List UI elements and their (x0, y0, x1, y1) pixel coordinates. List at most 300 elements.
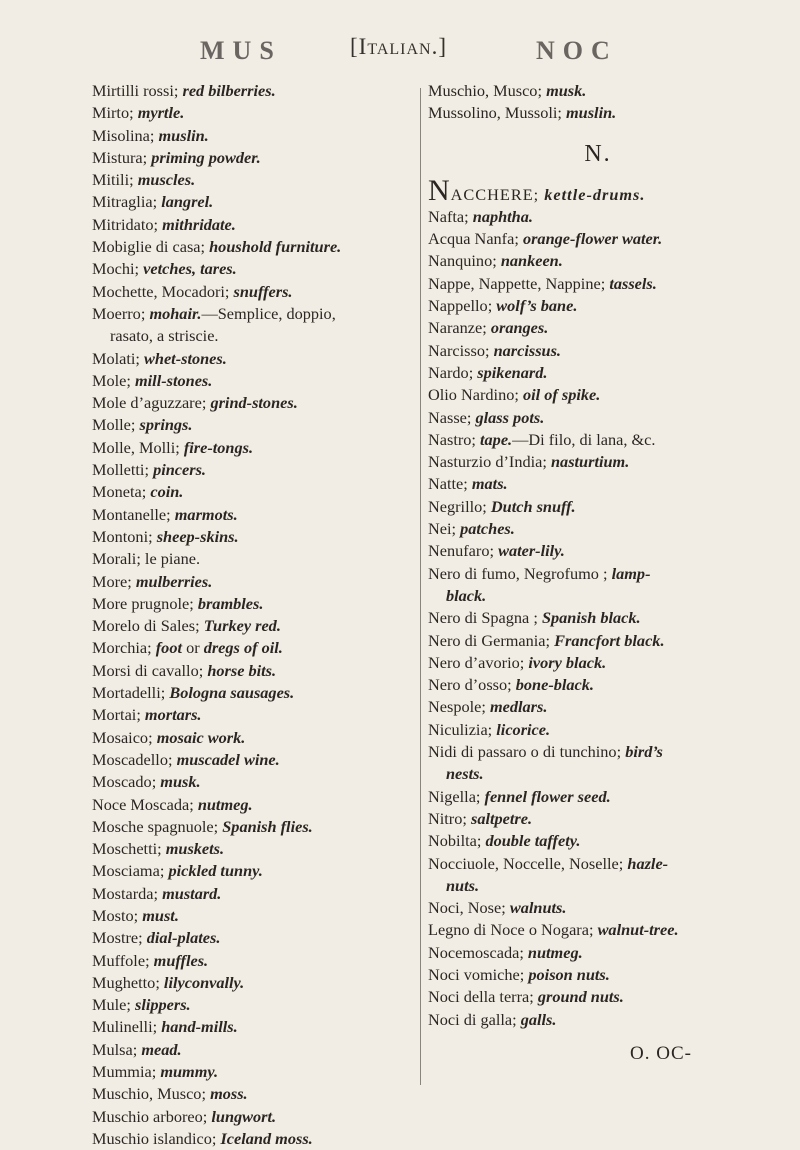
dictionary-entry (92, 459, 412, 481)
english-translation: Francfort black. (554, 630, 665, 650)
dictionary-entry (92, 1016, 412, 1038)
right-column-top-entries (428, 80, 768, 125)
dictionary-entry (92, 905, 412, 927)
english-translation: ivory black. (528, 652, 607, 672)
english-translation: saltpetre. (470, 808, 533, 828)
italian-term: Mistura (92, 147, 143, 167)
italian-term: Nero di fumo, Negrofumo (428, 563, 599, 583)
entry-separator: ; (145, 950, 154, 970)
english-translation: fire-tongs. (183, 437, 254, 457)
dictionary-entry (428, 830, 768, 852)
dictionary-entry (428, 206, 768, 228)
english-translation: mead. (141, 1039, 182, 1059)
italian-term: Nanquino (428, 251, 493, 271)
italian-term: Nero di Germania (428, 630, 546, 650)
entry-separator: ; (616, 742, 626, 762)
entry-separator: ; (201, 1084, 211, 1104)
italian-term: Noci, Nose (428, 898, 502, 918)
english-translation: black. (446, 585, 487, 605)
english-translation: nests. (446, 764, 484, 784)
dictionary-entry (428, 674, 768, 696)
italian-term: Misolina (92, 125, 150, 145)
dictionary-entry (92, 704, 412, 726)
entry-separator: ; (202, 1106, 212, 1126)
english-translation: fennel flower seed. (484, 786, 611, 806)
italian-term: Molle, Molli (92, 437, 176, 457)
italian-term: Moerro (92, 303, 141, 323)
entry-note: —Di filo, di lana, &c. (512, 429, 656, 449)
entry-separator: ; (545, 630, 555, 650)
english-translation: nankeen. (500, 251, 563, 271)
italian-term: Noci vomiche (428, 964, 520, 984)
dictionary-entry (92, 838, 412, 860)
english-translation: hand-mills. (161, 1017, 238, 1037)
entry-separator: ; (600, 273, 610, 293)
dictionary-entry (92, 1039, 412, 1061)
italian-term: Mosche spagnuole (92, 816, 214, 836)
entry-separator: ; (507, 675, 516, 695)
english-translation: spikenard. (477, 362, 548, 382)
dictionary-entry (428, 407, 768, 429)
entry-separator: ; (157, 839, 166, 859)
entry-separator: ; (542, 452, 551, 472)
entry-note: —Semplice, doppio, (201, 303, 336, 323)
entry-separator: ; (476, 831, 486, 851)
italian-term: Nei (428, 519, 452, 539)
italian-term: Mirto (92, 103, 130, 123)
entry-separator: ; (468, 362, 478, 382)
italian-term: Nappello (428, 296, 488, 316)
entry-separator: ; (487, 719, 497, 739)
italian-term: rasato, a striscie. (110, 326, 219, 346)
column-divider (420, 88, 421, 1085)
dictionary-entry (428, 451, 768, 473)
entry-separator: ; (136, 705, 145, 725)
entry-separator: ; (135, 348, 145, 368)
dictionary-entry (428, 429, 768, 451)
dictionary-entry (428, 228, 768, 250)
english-translation: mummy. (160, 1062, 219, 1082)
dictionary-entry (92, 1083, 412, 1105)
italian-term: Mughetto (92, 972, 156, 992)
dictionary-entry (92, 771, 412, 793)
entry-separator: ; (512, 1009, 521, 1029)
entry-separator: ; (514, 229, 523, 249)
dictionary-entry (92, 1061, 412, 1083)
entry-separator: ; (471, 429, 481, 449)
dictionary-entry (92, 660, 412, 682)
italian-term: Niculizia (428, 719, 488, 739)
italian-term: Muschio, Musco (428, 81, 538, 100)
english-translation: double taffety. (485, 831, 581, 851)
dictionary-entry (92, 258, 412, 280)
dictionary-entry (428, 585, 768, 607)
english-translation: muslin. (158, 125, 209, 145)
italian-term: Nero d’avorio (428, 652, 520, 672)
english-translation: houshold furniture. (209, 237, 342, 257)
english-translation: water-lily. (498, 541, 565, 561)
italian-term: Mule (92, 995, 127, 1015)
italian-term: Naranze (428, 318, 483, 338)
english-translation: Spanish black. (541, 608, 641, 628)
dictionary-entry (92, 147, 412, 169)
dictionary-entry (428, 362, 768, 384)
entry-separator: ; (140, 303, 150, 323)
italian-term: Nespole (428, 697, 482, 717)
dictionary-entry (92, 526, 412, 548)
italian-term: Negrillo (428, 496, 483, 516)
english-translation: horse bits. (207, 660, 277, 680)
dictionary-entry (428, 696, 768, 718)
italian-term: Molletti (92, 460, 145, 480)
entry-separator: ; (529, 608, 542, 628)
dictionary-entry (92, 816, 412, 838)
entry-separator: ; (136, 549, 145, 569)
first-entry-headword: ACCHERE (450, 184, 534, 204)
running-head-left: MUS (200, 36, 282, 65)
english-translation: grind-stones. (210, 393, 298, 413)
english-translation: narcissus. (493, 340, 561, 360)
dictionary-entry (92, 950, 412, 972)
italian-term: Narcisso (428, 340, 485, 360)
entry-separator: ; (463, 474, 472, 494)
entry-separator: ; (129, 103, 138, 123)
italian-term: Natte (428, 474, 464, 494)
italian-term: Muschio, Musco (92, 1084, 202, 1104)
dictionary-entry (92, 125, 412, 147)
dictionary-entry (92, 1128, 412, 1150)
dictionary-entry (428, 496, 768, 518)
dictionary-entry (92, 548, 412, 570)
dictionary-entry (92, 191, 412, 213)
italian-term: Mulinelli (92, 1017, 153, 1037)
entry-separator: ; (462, 808, 471, 828)
dictionary-entry (92, 860, 412, 882)
dictionary-entry (92, 481, 412, 503)
entry-separator: ; (147, 638, 156, 658)
entry-separator: ; (519, 964, 529, 984)
dictionary-entry (92, 214, 412, 236)
entry-separator: ; (200, 237, 210, 257)
english-translation: hazle- (627, 853, 669, 873)
entry-separator: ; (133, 905, 143, 925)
dictionary-entry (92, 169, 412, 191)
english-translation: mill-stones. (134, 370, 213, 390)
dictionary-entry (92, 504, 412, 526)
right-column-entries (428, 206, 768, 1031)
english-translation: foot (155, 638, 182, 658)
dictionary-entry (428, 102, 768, 124)
italian-term: Moscadello (92, 749, 168, 769)
entry-separator: ; (618, 853, 628, 873)
italian-term: Nastro (428, 429, 472, 449)
entry-separator: ; (529, 987, 538, 1007)
italian-term: Muschio islandico (92, 1128, 212, 1148)
english-translation: nasturtium. (551, 452, 630, 472)
english-translation: springs. (139, 415, 193, 435)
dictionary-entry (428, 763, 768, 785)
dictionary-entry (428, 273, 768, 295)
english-translation: whet-stones. (144, 348, 227, 368)
italian-term: Mummia (92, 1062, 152, 1082)
entry-separator: ; (160, 683, 170, 703)
italian-term: Mobiglie di casa (92, 237, 201, 257)
italian-term: Morchia (92, 638, 148, 658)
dictionary-entry (428, 80, 768, 102)
italian-term: Nasse (428, 407, 467, 427)
dictionary-entry (428, 250, 768, 272)
english-translation: coin. (150, 482, 184, 502)
first-entry (428, 173, 768, 207)
entry-separator: ; (153, 883, 163, 903)
entry-separator: ; (481, 697, 490, 717)
dictionary-entry (428, 942, 768, 964)
italian-term: Montanelle (92, 504, 167, 524)
english-translation: marmots. (174, 504, 238, 524)
english-translation: nutmeg. (527, 942, 583, 962)
italian-term: Mortadelli (92, 683, 161, 703)
entry-separator: ; (159, 861, 169, 881)
italian-term: Morelo di Sales (92, 616, 196, 636)
english-translation: mohair. (149, 303, 202, 323)
entry-separator: ; (201, 393, 211, 413)
italian-term: Mole (92, 370, 127, 390)
entry-separator: ; (466, 407, 476, 427)
italian-term: Nigella (428, 786, 476, 806)
english-translation: slippers. (134, 995, 191, 1015)
english-translation: oil of spike. (522, 385, 601, 405)
english-translation: myrtle. (137, 103, 185, 123)
entry-separator: ; (129, 170, 138, 190)
entry-separator: ; (175, 437, 184, 457)
italian-term: Nocemoscada (428, 942, 520, 962)
entry-note: le piane. (144, 549, 201, 569)
italian-term: Nero d’osso (428, 675, 508, 695)
entry-separator: ; (126, 995, 135, 1015)
english-translation: Turkey red. (203, 616, 281, 636)
italian-term: Montoni (92, 526, 149, 546)
english-translation: bird’s (625, 742, 663, 762)
english-translation: priming powder. (151, 147, 261, 167)
italian-term: Mortai (92, 705, 137, 725)
entry-separator: ; (152, 1017, 162, 1037)
italian-term: Nenufaro (428, 541, 490, 561)
english-translation: oranges. (490, 318, 549, 338)
english-translation: bone-black. (515, 675, 594, 695)
italian-term: Noci di galla (428, 1009, 513, 1029)
dictionary-entry (428, 964, 768, 986)
entry-separator: ; (598, 563, 612, 583)
english-translation: pickled tunny. (168, 861, 263, 881)
english-translation: nuts. (446, 875, 480, 895)
entry-separator: ; (213, 816, 223, 836)
italian-term: Mochi (92, 259, 135, 279)
dictionary-entry (92, 303, 412, 325)
italian-term: Nidi di passaro o di tunchino (428, 742, 617, 762)
english-translation: brambles. (197, 593, 264, 613)
italian-term: Nardo (428, 362, 469, 382)
entry-separator: ; (198, 660, 208, 680)
english-translation: nutmeg. (197, 794, 253, 814)
english-translation: muffles. (153, 950, 209, 970)
dictionary-entry (92, 972, 412, 994)
english-translation: moss. (210, 1084, 248, 1104)
english-translation: mortars. (144, 705, 202, 725)
left-column (92, 80, 412, 1150)
entry-separator: ; (475, 786, 485, 806)
english-translation: lilyconvally. (163, 972, 245, 992)
english-translation: walnuts. (509, 898, 567, 918)
dictionary-entry (92, 370, 412, 392)
dictionary-entry (92, 571, 412, 593)
entry-separator: ; (195, 616, 204, 636)
english-translation: medlars. (489, 697, 548, 717)
italian-term: Mitraglia (92, 192, 153, 212)
entry-separator: ; (492, 251, 501, 271)
dictionary-entry (428, 473, 768, 495)
right-column (428, 80, 768, 1031)
italian-term: More prugnole (92, 593, 190, 613)
dictionary-entry (428, 518, 768, 540)
entry-separator: ; (482, 318, 491, 338)
english-translation: mulberries. (135, 571, 213, 591)
english-translation: snuffers. (233, 281, 293, 301)
entry-separator: ; (484, 340, 494, 360)
italian-term: Acqua Nanfa (428, 229, 515, 249)
english-translation: tape. (480, 429, 513, 449)
english-translation: glass pots. (475, 407, 545, 427)
italian-term: Moscado (92, 772, 152, 792)
entry-separator: ; (130, 415, 140, 435)
dictionary-entry (92, 102, 412, 124)
english-translation: musk. (546, 81, 587, 100)
italian-term: Mostarda (92, 883, 154, 903)
dictionary-entry (428, 1009, 768, 1031)
dictionary-entry (92, 348, 412, 370)
italian-term: Noce Moscada (92, 794, 190, 814)
italian-term: Morali (92, 549, 137, 569)
english-translation-alt: dregs of oil. (203, 638, 283, 658)
entry-separator: ; (127, 571, 136, 591)
entry-separator: ; (557, 103, 566, 123)
italian-term: Mirtilli rossi (92, 81, 174, 100)
dictionary-entry (428, 786, 768, 808)
entry-separator: ; (152, 192, 162, 212)
italian-term: Olio Nardino (428, 385, 515, 405)
dictionary-entry (92, 615, 412, 637)
dictionary-entry (428, 853, 768, 875)
english-translation: lungwort. (211, 1106, 277, 1126)
english-translation: Bologna sausages. (169, 683, 295, 703)
drop-cap: N (428, 173, 451, 207)
entry-separator: ; (166, 504, 175, 524)
italian-term: Nitro (428, 808, 463, 828)
running-head-center (350, 34, 447, 60)
dictionary-entry (92, 392, 412, 414)
dictionary-entry (92, 325, 412, 347)
entry-separator: ; (167, 749, 177, 769)
english-translation: wolf’s bane. (496, 296, 578, 316)
italian-term: Mulsa (92, 1039, 133, 1059)
entry-note: or (182, 638, 204, 658)
section-letter: N. (584, 140, 612, 167)
entry-separator: ; (148, 526, 157, 546)
english-translation: dial-plates. (146, 928, 221, 948)
english-translation: red bilberries. (182, 81, 276, 100)
catchword: O. OC- (630, 1043, 692, 1064)
english-translation: mats. (471, 474, 508, 494)
english-translation: musk. (160, 772, 201, 792)
entry-separator: ; (519, 942, 528, 962)
dictionary-entry (428, 295, 768, 317)
dictionary-entry (428, 808, 768, 830)
english-translation: muslin. (566, 103, 617, 123)
dictionary-entry (92, 281, 412, 303)
entry-separator: ; (138, 928, 147, 948)
english-translation: ground nuts. (537, 987, 624, 1007)
entry-separator: ; (155, 972, 164, 992)
bracket-open: [ (350, 34, 359, 59)
italian-term: Mostre (92, 928, 139, 948)
entry-separator: ; (519, 652, 529, 672)
dictionary-entry (428, 540, 768, 562)
english-translation: muscadel wine. (176, 749, 280, 769)
dictionary-entry (92, 727, 412, 749)
running-head-right: NOC (536, 36, 618, 65)
entry-separator: ; (151, 1062, 161, 1082)
entry-separator: ; (144, 460, 154, 480)
english-translation: vetches, tares. (143, 259, 237, 279)
english-translation: langrel. (161, 192, 214, 212)
italian-term: Moschetti (92, 839, 158, 859)
english-translation: orange-flower water. (522, 229, 663, 249)
dictionary-entry (92, 682, 412, 704)
running-head-language: Italian. (358, 34, 439, 59)
english-translation: mosaic work. (156, 727, 246, 747)
first-entry-separator: ; (533, 184, 545, 204)
italian-term: More (92, 571, 128, 591)
dictionary-entry (428, 919, 768, 941)
dictionary-entry (92, 414, 412, 436)
entry-separator: ; (151, 772, 161, 792)
dictionary-entry (428, 652, 768, 674)
dictionary-entry (92, 593, 412, 615)
english-translation: tassels. (609, 273, 657, 293)
entry-separator: ; (149, 125, 159, 145)
dictionary-entry (428, 897, 768, 919)
dictionary-entry (428, 607, 768, 629)
entry-separator: ; (451, 519, 461, 539)
entry-separator: ; (211, 1128, 221, 1148)
italian-term: Nafta (428, 206, 465, 226)
entry-separator: ; (189, 794, 198, 814)
italian-term: Nero di Spagna (428, 608, 530, 628)
entry-separator: ; (482, 496, 491, 516)
italian-term: Mussolino, Mussoli (428, 103, 558, 123)
english-translation: must. (142, 905, 179, 925)
english-translation: patches. (460, 519, 515, 539)
italian-term: Mosciama (92, 861, 160, 881)
english-translation: muscles. (137, 170, 196, 190)
entry-separator: ; (588, 920, 598, 940)
italian-term: Muffole (92, 950, 146, 970)
entry-separator: ; (464, 206, 473, 226)
entry-separator: ; (514, 385, 523, 405)
entry-separator: ; (537, 81, 547, 100)
dictionary-entry (428, 630, 768, 652)
dictionary-entry (92, 927, 412, 949)
english-translation: Spanish flies. (222, 816, 313, 836)
